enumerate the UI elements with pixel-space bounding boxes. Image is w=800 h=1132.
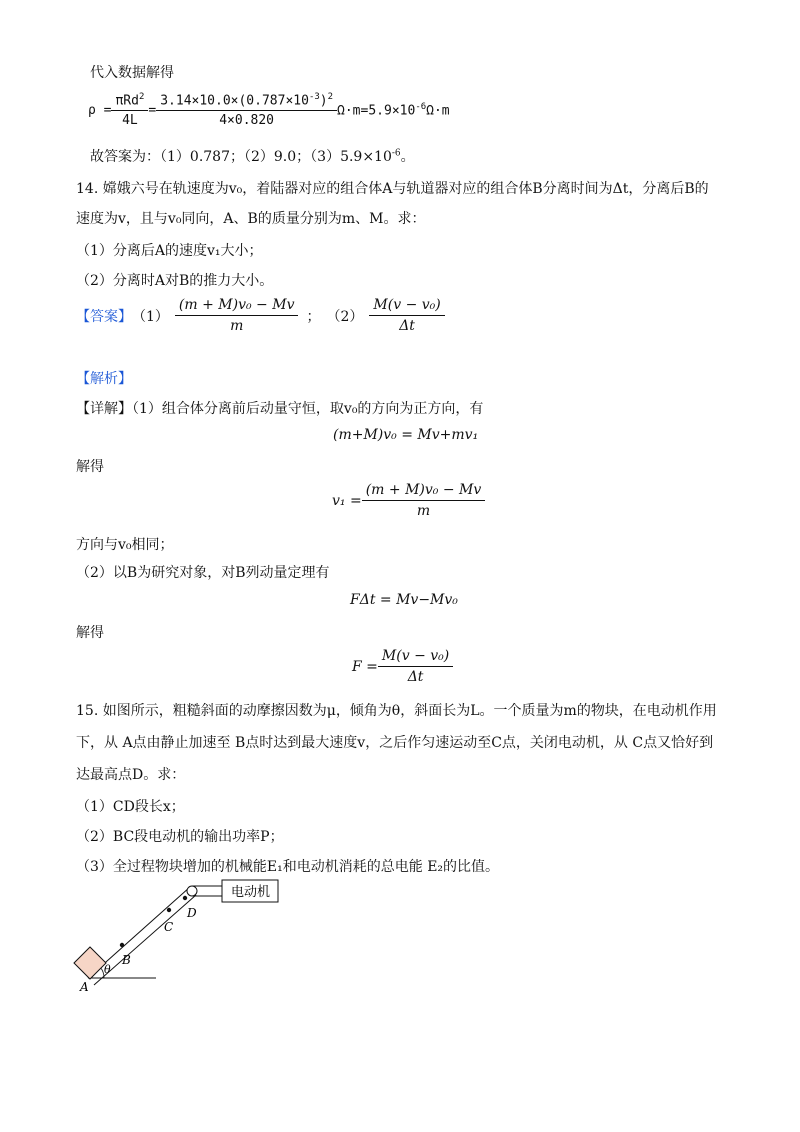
q14-detail2: （2）以B为研究对象，对B列动量定理有: [76, 565, 330, 581]
rho-fraction-1: $\frac{\pi Rd^2}{4L}$: [111, 92, 148, 128]
v1-equation: [332, 482, 485, 519]
v1-lhs: v₁ =: [332, 492, 362, 509]
answer-tag: 【答案】: [76, 308, 132, 325]
prev-answer: 故答案为：（1）0.787；（2）9.0；$(3)5.9\times 10^{-6}$。: [90, 148, 415, 165]
analysis-tag: 【解析】: [76, 371, 132, 387]
q14-sub2: （2）分离时A对B的推力大小。: [76, 273, 274, 289]
q14-line2: 速度为v，且与v₀同向，A、B的质量分别为m、M。求：: [76, 211, 426, 227]
q14-answer: [76, 297, 445, 334]
q14-detail1: 【详解】（1）组合体分离前后动量守恒，取v₀的方向为正方向，有: [76, 401, 484, 417]
F-equation: [352, 648, 453, 685]
rho-equation: [88, 92, 450, 128]
q14-solve1: 解得: [76, 459, 104, 475]
label-B: B: [122, 953, 131, 967]
point-B: [120, 943, 124, 947]
label-D: D: [187, 906, 197, 920]
prev-intro: 代入数据解得: [90, 65, 174, 81]
F-lhs: F =: [352, 658, 378, 675]
label-A: A: [80, 980, 89, 994]
q15-line2: 下，从 A点由静止加速至 B点时达到最大速度v，之后作匀速运动至C点，关闭电动机，从 C点又恰好到: [76, 735, 714, 751]
ans2-fraction: $\frac{\text{M(v − v₀)}}{\Delta t}$: [369, 297, 444, 334]
point-D: [183, 896, 187, 900]
ans1-fraction: $\frac{\text{(m + M)v₀ − Mv}}{m}$: [175, 297, 299, 334]
ans2-label: （2）: [326, 308, 364, 325]
q14-sub1: （1）分离后A的速度v₁大小；: [76, 243, 263, 259]
rho-eq: =: [148, 102, 157, 118]
q14-dir: 方向与v₀相同；: [76, 537, 174, 553]
block: [74, 947, 106, 979]
q15-sub1: （1）CD段长x；: [76, 799, 185, 815]
F-fraction: $\frac{\text{M(v − v₀)}}{\Delta t}$: [378, 648, 453, 685]
ans-sep: ；: [306, 308, 321, 325]
pulley: [187, 886, 197, 896]
motor-label: 电动机: [231, 885, 271, 900]
q14-eq2: FΔt = Mv−Mv₀: [350, 592, 458, 608]
q14-eq1: (m+M)v₀ = Mv+mv₁: [333, 427, 479, 443]
v1-fraction: $\frac{\text{(m + M)v₀ − Mv}}{m}$: [362, 482, 486, 519]
rho-unit: $\Omega\cdot m=5.9\times 10^{-6}\Omega\cdot m$: [337, 102, 450, 119]
point-C: [167, 908, 171, 912]
incline-diagram: [60, 875, 300, 1005]
detail-tag: 【详解】: [76, 401, 132, 417]
q14-line1: 14. 嫦娥六号在轨速度为v₀，着陆器对应的组合体A与轨道器对应的组合体B分离时间为Δt，分离后B的: [76, 181, 709, 197]
ans1-label: （1）: [132, 308, 169, 325]
q15-line3: 达最高点D。求：: [76, 767, 186, 783]
q15-line1: 15. 如图所示，粗糙斜面的动摩擦因数为μ，倾角为θ，斜面长为L。一个质量为m的物块，在电动机作用: [76, 703, 717, 719]
q15-sub2: （2）BC段电动机的输出功率P；: [76, 829, 284, 845]
q14-solve2: 解得: [76, 625, 104, 641]
rho-fraction-2: $\frac{3.14\times 10.0\times(0.787\times 10^{-3})^2}{4\times 0.820}$: [156, 92, 337, 128]
rho-lhs: ρ =: [88, 102, 112, 118]
q15-sub3: （3）全过程物块增加的机械能E₁和电动机消耗的总电能 E₂的比值。: [76, 859, 500, 875]
label-C: C: [164, 920, 174, 934]
label-theta: θ: [104, 963, 111, 976]
